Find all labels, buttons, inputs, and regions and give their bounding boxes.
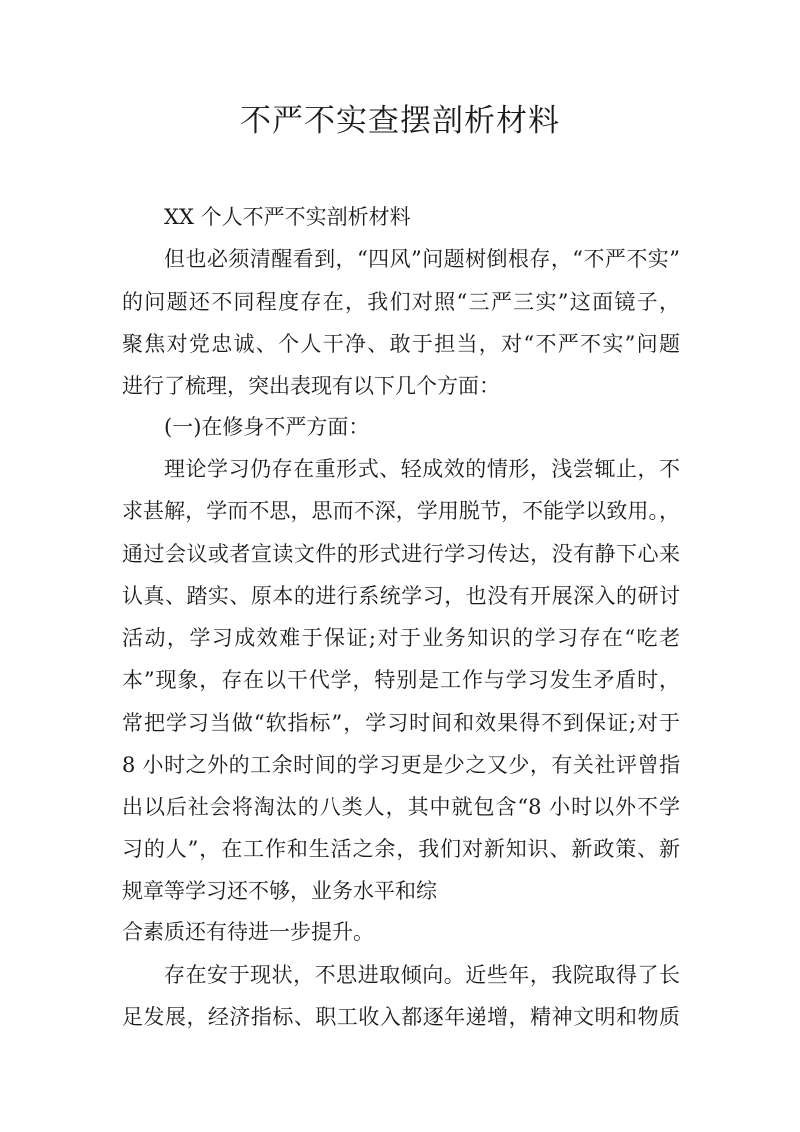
- paragraph-line: 求甚解，学而不思，思而不深，学用脱节，不能学以致用。，: [122, 499, 680, 523]
- paragraph-line: 理论学习仍存在重形式、轻成效的情形，浅尝辄止，不: [164, 457, 680, 481]
- paragraph-line: 出以后社会将淘汰的八类人，其中就包含“8 小时以外不学: [122, 795, 680, 819]
- paragraph-line: 常把学习当做“软指标”，学习时间和效果得不到保证;对于: [122, 711, 680, 735]
- paragraph-line: 8 小时之外的工余时间的学习更是少之又少，有关社评曾指: [122, 753, 680, 777]
- paragraph-line: 活动，学习成效难于保证;对于业务知识的学习存在“吃老: [122, 626, 680, 650]
- paragraph-line: 通过会议或者宣读文件的形式进行学习传达，没有静下心来: [122, 542, 680, 566]
- paragraph-line: 本”现象，存在以干代学，特别是工作与学习发生矛盾时，: [122, 668, 680, 692]
- paragraph-line: 的问题还不同程度存在，我们对照“三严三实”这面镜子，: [122, 290, 680, 314]
- paragraph-line: 聚焦对党忠诚、个人干净、敢于担当，对“不严不实”问题: [122, 332, 680, 356]
- paragraph-line: 认真、踏实、原本的进行系统学习，也没有开展深入的研讨: [122, 584, 680, 608]
- document-subtitle: XX 个人不严不实剖析材料: [164, 205, 411, 229]
- paragraph-line: 规章等学习还不够，业务水平和综: [122, 879, 437, 903]
- paragraph-line: 但也必须清醒看到，“四风”问题树倒根存，“不严不实”: [164, 247, 680, 271]
- paragraph-line: 习的人”，在工作和生活之余，我们对新知识、新政策、新: [122, 837, 680, 861]
- paragraph-line: 存在安于现状，不思进取倾向。近些年，我院取得了长: [164, 963, 680, 987]
- paragraph-line: 足发展，经济指标、职工收入都逐年递增，精神文明和物质: [122, 1005, 680, 1029]
- paragraph-line: 进行了梳理，突出表现有以下几个方面：: [122, 374, 500, 398]
- section-heading: (一)在修身不严方面：: [164, 415, 370, 439]
- document-title: 不严不实查摆剖析材料: [240, 103, 560, 139]
- paragraph-line: 合素质还有待进一步提升。: [122, 920, 374, 944]
